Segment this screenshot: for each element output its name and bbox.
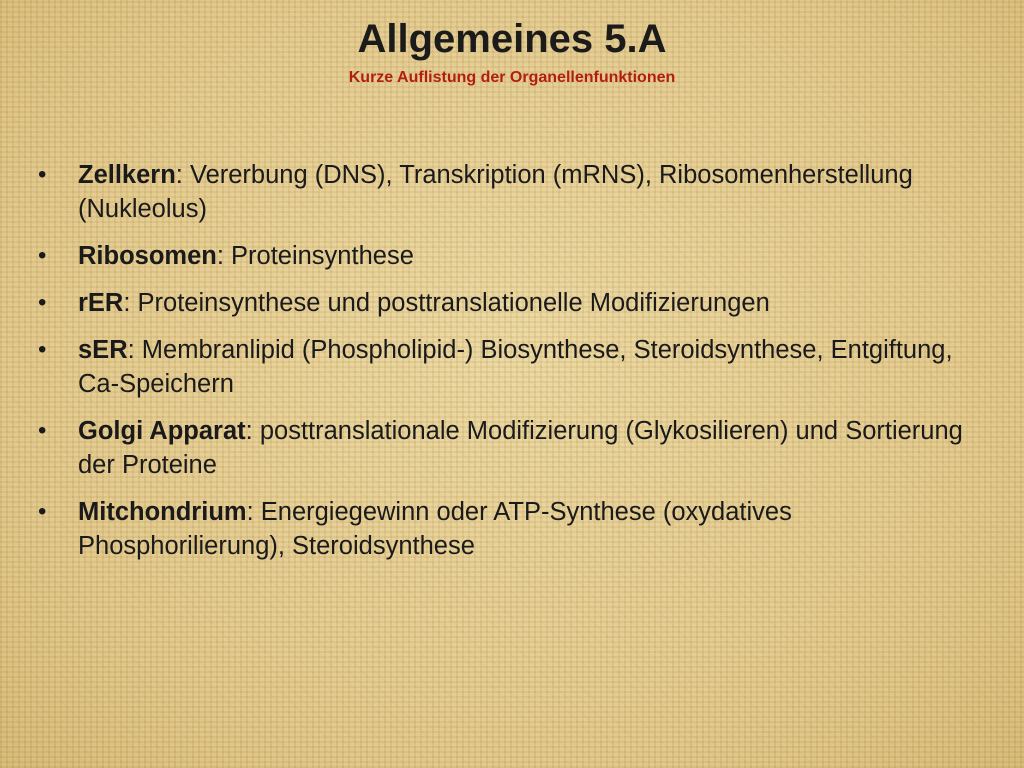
term-description: : Proteinsynthese [216,242,414,270]
list-item [38,158,998,226]
list-item [38,495,998,563]
list-item [38,286,998,320]
list-item [38,414,998,482]
term-label: sER [78,336,128,364]
slide-title: Allgemeines 5.A [357,17,667,61]
term-label: Golgi Apparat [78,417,246,445]
term-description: : Vererbung (DNS), Transkription (mRNS), Ribosomenherstellung (Nukleolus) [78,161,913,223]
bullet-list [38,158,998,576]
bullet-icon: • [38,417,47,444]
term-label: Mitchondrium [78,498,247,526]
title-block [0,14,1024,88]
term-label: rER [78,289,124,317]
bullet-icon: • [38,161,47,188]
bullet-icon: • [38,498,47,525]
list-item [38,239,998,273]
term-label: Ribosomen [78,242,217,270]
list-item [38,333,998,401]
slide-subtitle: Kurze Auflistung der Organellenfunktionen [348,69,676,86]
term-description: : Energiegewinn oder ATP-Synthese (oxydatives Phosphorilierung), Steroidsynthese [78,498,792,560]
bullet-icon: • [38,289,47,316]
term-description: : posttranslationale Modifizierung (Glykosilieren) und Sortierung der Proteine [78,417,963,479]
term-label: Zellkern [78,161,176,189]
term-description: : Membranlipid (Phospholipid-) Biosynthese, Steroidsynthese, Entgiftung, Ca-Speichern [78,336,953,398]
bullet-icon: • [38,336,47,363]
bullet-icon: • [38,242,47,269]
term-description: : Proteinsynthese und posttranslationelle Modifizierungen [123,289,770,317]
